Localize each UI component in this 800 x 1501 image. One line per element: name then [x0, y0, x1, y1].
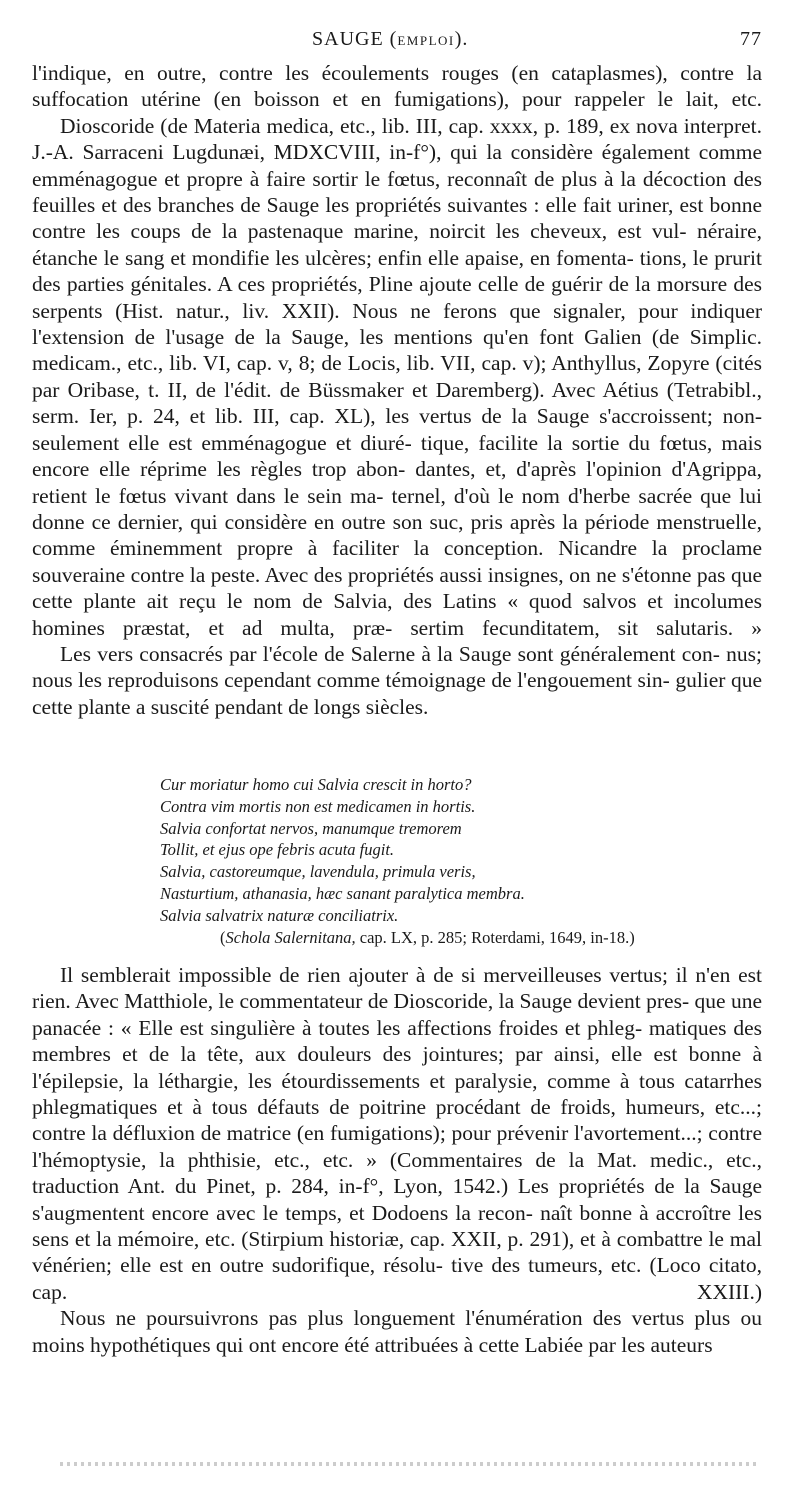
verse-source: (Schola Salernitana, cap. LX, p. 285; Roterdami, 1649, in-18.) [220, 927, 635, 947]
paragraph-1 [32, 60, 762, 113]
scan-artifact-strip [60, 1462, 760, 1466]
text-line: Il semblerait impossible de rien ajouter à de si merveilleuses vertus; il n'en [60, 963, 731, 987]
verse-line: Salvia confortat nervos, manumque tremorem [160, 818, 462, 838]
text-line: la Mat. medic., etc., traduction Ant. du Pinet, p. 284, in-f°, Lyon, 1542.) Les [32, 1147, 762, 1199]
text-line: Dioscoride (de Materia medica, etc., lib. III, cap. xxxx, p. 189, ex nova interpret. [60, 113, 762, 138]
text-line: moins hypothétiques qui ont encore été attribuées à cette Labiée par les auteurs [32, 1332, 713, 1357]
text-line: cap. v); Anthyllus, Zopyre (cités par Oribase, t. II, de l'édit. de Büssmaker et [32, 351, 762, 402]
text-line: dantes, et, d'après l'opinion d'Agrippa, retient le fœtus vivant dans le sein ma- [32, 457, 762, 508]
text-line: l'avortement...; contre l'hémoptysie, la phthisie, etc., etc. » (Commentaires de [32, 1121, 762, 1172]
text-line: Daremberg). Avec Aétius (Tetrabibl., serm. Ier, p. 24, et lib. III, cap. XL), les [32, 377, 763, 429]
running-title: SAUGE (EMPLOI). [312, 28, 469, 50]
text-line: gulier que cette plante a suscité pendant de longs siècles. [32, 668, 763, 719]
text-line: Nous ne poursuivrons pas plus longuement l'énumération des vertus plus ou [60, 1306, 762, 1331]
text-line: propriétés aussi insignes, on ne s'étonne pas que cette plante ait reçu le nom de [32, 562, 762, 614]
text-line: propriétés de la Sauge s'augmentent encore avec le temps, et Dodoens la recon- [32, 1174, 763, 1225]
text-line: signaler, pour indiquer l'extension de l'usage de la Sauge, les mentions qu'en [32, 298, 763, 350]
text-line: des feuilles et des branches de Sauge les propriétés suivantes : elle fait uriner, [32, 166, 762, 218]
text-line: ternel, d'où le nom d'herbe sacrée que lui donne ce dernier, qui considère en [32, 483, 762, 534]
text-line: nus; nous les reproduisons cependant comme témoignage de l'engouement sin- [32, 641, 763, 693]
text-line: est bonne contre les coups de la pastenaque marine, noircit les cheveux, est vul- [32, 193, 762, 244]
verse-line: Contra vim mortis non est medicamen in hortis. [160, 796, 476, 816]
paragraph-5 [32, 1305, 762, 1358]
verse-line: Salvia salvatrix naturæ conciliatrix. [160, 905, 399, 925]
text-line: faciliter la conception. Nicandre la proclame souveraine contre la peste. Avec des [32, 536, 762, 587]
text-line: est bonne à l'épilepsie, la léthargie, les étourdissements et paralysie, comme à [32, 1042, 763, 1093]
text-line: que une panacée : « Elle est singulière à toutes les affections froides et phleg- [32, 989, 763, 1040]
main-text [32, 60, 762, 720]
paragraph-3 [32, 641, 762, 720]
text-line: vertus de la Sauge s'accroissent; non-seulement elle est emménagogue et diuré- [32, 404, 763, 455]
text-line: est rien. Avec Matthiole, le commentateur de Dioscoride, la Sauge devient pres- [32, 963, 762, 1014]
text-line: outre son suc, pris après la période menstruelle, comme éminemment propre à [32, 509, 763, 561]
text-line: Salvia, des Latins « quod salvos et incolumes homines præstat, et ad multa, præ- [32, 589, 763, 640]
text-line: matiques des membres et de la tête, aux douleurs des jointures; par ainsi, elle [32, 1015, 763, 1067]
main-text-continued [32, 962, 762, 1358]
text-line: tions, le prurit des parties génitales. A ces propriétés, Pline ajoute celle de [32, 245, 762, 297]
text-line: sertim fecunditatem, sit salutaris. » [410, 615, 763, 640]
text-line: tous catarrhes phlegmatiques et à tous défauts de poitrine procédant de froids, [32, 1068, 763, 1120]
verse-line: Cur moriatur homo cui Salvia crescit in horto? [160, 775, 472, 794]
text-line: naît bonne à accroître les sens et la mémoire, etc. (Stirpium historiæ, cap. XXII, [32, 1200, 763, 1252]
text-line: guérir de la morsure des serpents (Hist. natur., liv. XXII). Nous ne ferons que [32, 272, 763, 323]
page-number: 77 [740, 28, 762, 50]
running-header [32, 28, 762, 58]
latin-verse [160, 774, 760, 948]
paragraph-2 [32, 113, 762, 641]
text-line: humeurs, etc...; contre la défluxion de matrice (en fumigations); pour prévenir [32, 1095, 762, 1146]
verse-line: Tollit, et ejus ope febris acuta fugit. [160, 840, 395, 860]
verse-line: Salvia, castoreumque, lavendula, primula veris, [160, 862, 476, 882]
verse-line: Nasturtium, athanasia, hæc sanant paralytica membra. [160, 883, 525, 903]
text-line: emménagogue et propre à faire sortir le fœtus, reconnaît de plus à la décoction [32, 166, 727, 191]
text-line: tive des tumeurs, etc. (Loco citato, cap. XXIII.) [32, 1253, 763, 1304]
text-line: l'indique, en outre, contre les écoulements rouges (en cataplasmes), contre la [32, 61, 762, 85]
text-line: Les vers consacrés par l'école de Salerne à la Sauge sont généralement con- [60, 641, 720, 666]
text-line: néraire, étanche le sang et mondifie les ulcères; enfin elle apaise, en fomenta- [32, 219, 762, 270]
text-line: p. 291), et à combattre le mal vénérien; elle est en outre sudorifique, résolu- [32, 1227, 763, 1278]
paragraph-4 [32, 962, 762, 1305]
text-line: tique, facilite la sortie du fœtus, mais encore elle réprime les règles trop abon- [32, 430, 762, 482]
text-line: suffocation utérine (en boisson et en fumigations), pour rappeler le lait, etc. [32, 87, 762, 112]
text-line: font Galien (de Simplic. medicam., etc., lib. VI, cap. v, 8; de Locis, lib. VII, [32, 325, 762, 376]
text-line: J.-A. Sarraceni Lugdunæi, MDXCVIII, in-f°), qui la considère également comme [32, 140, 762, 165]
